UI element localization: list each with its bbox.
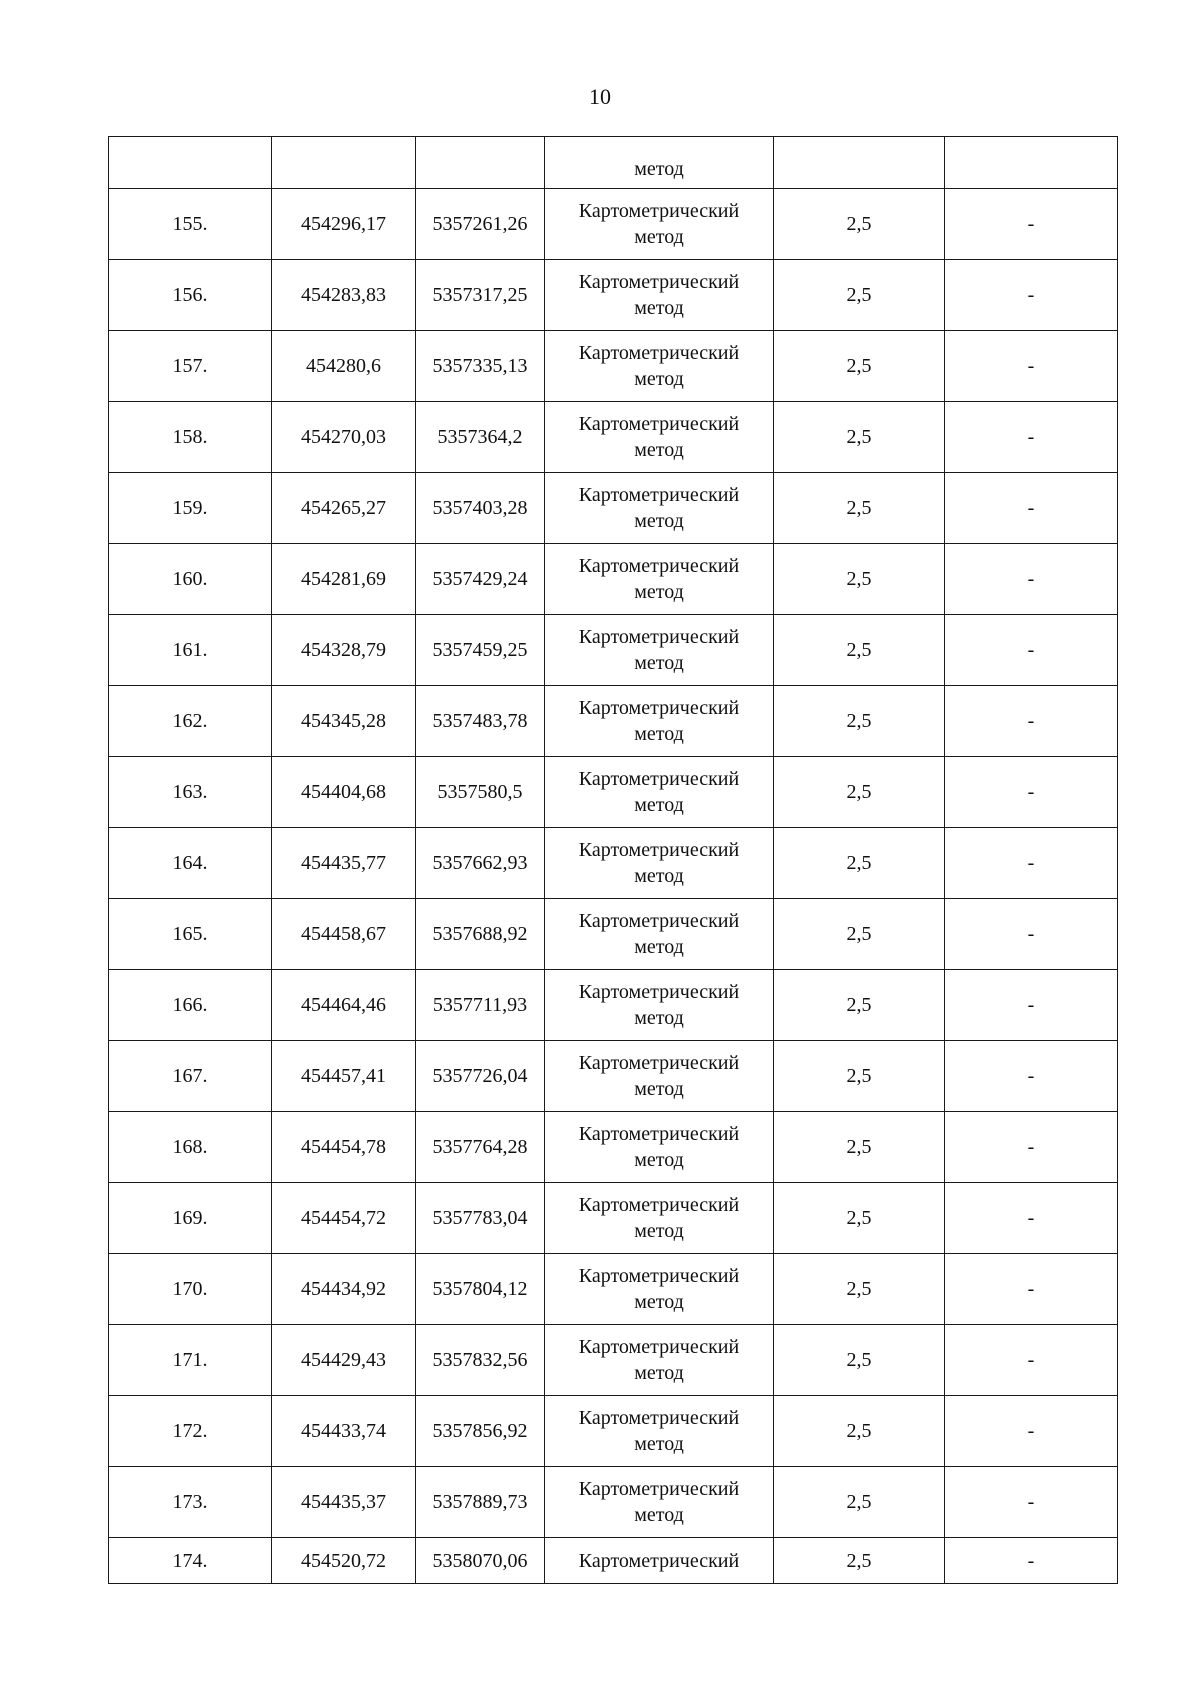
method-line-2: метод — [634, 865, 684, 887]
cell-num: 157. — [109, 331, 272, 402]
cell-x: 454464,46 — [272, 970, 416, 1041]
method-line-1: Картометрический — [578, 981, 740, 1003]
coordinates-table — [108, 136, 1118, 1584]
cell-y: 5357804,12 — [416, 1254, 545, 1325]
cell-accuracy: 2,5 — [774, 189, 945, 260]
table-row — [109, 473, 1118, 544]
cell-note: - — [945, 1254, 1118, 1325]
cell-y: 5357364,2 — [416, 402, 545, 473]
cell-accuracy: 2,5 — [774, 757, 945, 828]
cell-y: 5357580,5 — [416, 757, 545, 828]
method-line-1: Картометрический — [578, 200, 740, 222]
cell-num: 159. — [109, 473, 272, 544]
cell-y: 5357662,93 — [416, 828, 545, 899]
table-body — [109, 137, 1118, 1584]
cell-x: 454296,17 — [272, 189, 416, 260]
page-number: 10 — [589, 84, 611, 109]
table-row — [109, 189, 1118, 260]
method-line-1: Картометрический — [578, 413, 740, 435]
cell-x: 454457,41 — [272, 1041, 416, 1112]
method-line-2: метод — [634, 1504, 684, 1526]
cell-note: - — [945, 331, 1118, 402]
cell-accuracy: 2,5 — [774, 1041, 945, 1112]
cell-num: 173. — [109, 1467, 272, 1538]
cell-y: 5357832,56 — [416, 1325, 545, 1396]
cell-x: 454435,77 — [272, 828, 416, 899]
cell-accuracy: 2,5 — [774, 1112, 945, 1183]
table-row — [109, 686, 1118, 757]
table-row — [109, 1183, 1118, 1254]
cell-y: 5357483,78 — [416, 686, 545, 757]
cell-accuracy: 2,5 — [774, 544, 945, 615]
cell-note: - — [945, 1183, 1118, 1254]
cell-accuracy: 2,5 — [774, 402, 945, 473]
table-row — [109, 615, 1118, 686]
table-row — [109, 331, 1118, 402]
cell-num: 158. — [109, 402, 272, 473]
method-line-1: Картометрический — [578, 1052, 740, 1074]
cell-y: 5357764,28 — [416, 1112, 545, 1183]
cell-num: 167. — [109, 1041, 272, 1112]
cell-method: метод — [545, 137, 774, 189]
cell-x: 454454,72 — [272, 1183, 416, 1254]
method-line-1: Картометрический — [578, 342, 740, 364]
cell-note: - — [945, 757, 1118, 828]
method-line-1: Картометрический — [578, 626, 740, 648]
cell-y: 5357783,04 — [416, 1183, 545, 1254]
cell-note: - — [945, 189, 1118, 260]
cell-method — [545, 189, 774, 260]
cell-accuracy: 2,5 — [774, 1538, 945, 1584]
table-row — [109, 1112, 1118, 1183]
cell-x: 454520,72 — [272, 1538, 416, 1584]
cell-note: - — [945, 1325, 1118, 1396]
cell-num: 171. — [109, 1325, 272, 1396]
cell-num: 174. — [109, 1538, 272, 1584]
cell-accuracy: 2,5 — [774, 686, 945, 757]
method-line-1: Картометрический — [578, 697, 740, 719]
cell-note: - — [945, 1041, 1118, 1112]
cell-method — [545, 1467, 774, 1538]
cell-x: 454435,37 — [272, 1467, 416, 1538]
method-line-2: метод — [634, 652, 684, 674]
cell-x: 454265,27 — [272, 473, 416, 544]
cell-note: - — [945, 544, 1118, 615]
cell-accuracy: 2,5 — [774, 899, 945, 970]
method-line-2: метод — [634, 297, 684, 319]
method-line-2: метод — [634, 936, 684, 958]
table-row — [109, 402, 1118, 473]
cell-accuracy: 2,5 — [774, 615, 945, 686]
method-line-1: Картометрический — [578, 271, 740, 293]
cell-accuracy: 2,5 — [774, 1325, 945, 1396]
cell-y: 5357261,26 — [416, 189, 545, 260]
cell-y: 5357317,25 — [416, 260, 545, 331]
cell-num: 155. — [109, 189, 272, 260]
table-row — [109, 1467, 1118, 1538]
method-line-2: метод — [634, 723, 684, 745]
cell-accuracy: 2,5 — [774, 970, 945, 1041]
cell-y: 5357889,73 — [416, 1467, 545, 1538]
method-line-2: метод — [634, 581, 684, 603]
method-line-2: метод — [634, 1007, 684, 1029]
cell-method — [545, 402, 774, 473]
cell-method — [545, 1112, 774, 1183]
cell-num — [109, 137, 272, 189]
cell-y: 5357688,92 — [416, 899, 545, 970]
cell-num: 162. — [109, 686, 272, 757]
cell-num: 166. — [109, 970, 272, 1041]
cell-x: 454283,83 — [272, 260, 416, 331]
cell-num: 164. — [109, 828, 272, 899]
cell-note: - — [945, 473, 1118, 544]
method-line-2: метод — [634, 1220, 684, 1242]
cell-note: - — [945, 260, 1118, 331]
cell-num: 168. — [109, 1112, 272, 1183]
cell-num: 161. — [109, 615, 272, 686]
cell-method — [545, 473, 774, 544]
cell-x: 454281,69 — [272, 544, 416, 615]
method-line-2: метод — [634, 510, 684, 532]
cell-y: 5357726,04 — [416, 1041, 545, 1112]
cell-num: 156. — [109, 260, 272, 331]
method-line-1: Картометрический — [578, 555, 740, 577]
cell-x: 454458,67 — [272, 899, 416, 970]
cell-note — [945, 137, 1118, 189]
cell-method — [545, 1183, 774, 1254]
cell-accuracy: 2,5 — [774, 1396, 945, 1467]
table-row — [109, 544, 1118, 615]
cell-method — [545, 828, 774, 899]
cell-x: 454404,68 — [272, 757, 416, 828]
table-row — [109, 1041, 1118, 1112]
method-line-1: Картометрический — [578, 1478, 740, 1500]
cell-note: - — [945, 615, 1118, 686]
method-line-2: метод — [634, 794, 684, 816]
cell-y: 5357711,93 — [416, 970, 545, 1041]
cell-accuracy: 2,5 — [774, 828, 945, 899]
method-line-1: Картометрический — [578, 910, 740, 932]
cell-note: - — [945, 970, 1118, 1041]
cell-note: - — [945, 1396, 1118, 1467]
table-row — [109, 1396, 1118, 1467]
cell-y: 5357335,13 — [416, 331, 545, 402]
cell-num: 172. — [109, 1396, 272, 1467]
cell-x: 454434,92 — [272, 1254, 416, 1325]
cell-method — [545, 1254, 774, 1325]
cell-note: - — [945, 402, 1118, 473]
cell-x: 454454,78 — [272, 1112, 416, 1183]
cell-note: - — [945, 1112, 1118, 1183]
cell-method: Картометрический — [545, 1538, 774, 1584]
cell-accuracy: 2,5 — [774, 1254, 945, 1325]
method-line-1: Картометрический — [578, 1194, 740, 1216]
cell-note: - — [945, 1467, 1118, 1538]
cell-accuracy — [774, 137, 945, 189]
cell-accuracy: 2,5 — [774, 1183, 945, 1254]
cell-method — [545, 899, 774, 970]
table-row — [109, 260, 1118, 331]
method-line-2: метод — [634, 1291, 684, 1313]
cell-y: 5357403,28 — [416, 473, 545, 544]
cell-method — [545, 1041, 774, 1112]
cell-method — [545, 970, 774, 1041]
method-line-2: метод — [634, 368, 684, 390]
cell-y: 5357459,25 — [416, 615, 545, 686]
cell-method — [545, 331, 774, 402]
cell-method — [545, 686, 774, 757]
method-line-1: Картометрический — [578, 1336, 740, 1358]
table-row — [109, 970, 1118, 1041]
method-line-1: Картометрический — [578, 839, 740, 861]
cell-accuracy: 2,5 — [774, 260, 945, 331]
cell-note: - — [945, 828, 1118, 899]
cell-accuracy: 2,5 — [774, 473, 945, 544]
method-line-1: Картометрический — [578, 1123, 740, 1145]
method-line-2: метод — [634, 1433, 684, 1455]
cell-method — [545, 1396, 774, 1467]
table-row — [109, 828, 1118, 899]
cell-y: 5357856,92 — [416, 1396, 545, 1467]
cell-num: 160. — [109, 544, 272, 615]
cell-note: - — [945, 686, 1118, 757]
cell-method — [545, 1325, 774, 1396]
table-row — [109, 757, 1118, 828]
method-line-2: метод — [634, 1078, 684, 1100]
method-line-1: Картометрический — [578, 768, 740, 790]
cell-y: 5357429,24 — [416, 544, 545, 615]
cell-x: 454328,79 — [272, 615, 416, 686]
cell-num: 169. — [109, 1183, 272, 1254]
cell-method — [545, 757, 774, 828]
method-line-2: метод — [634, 1149, 684, 1171]
table-row — [109, 899, 1118, 970]
method-line-1: Картометрический — [578, 1265, 740, 1287]
cell-y — [416, 137, 545, 189]
method-line-1: Картометрический — [578, 1407, 740, 1429]
cell-note: - — [945, 899, 1118, 970]
cell-x: 454433,74 — [272, 1396, 416, 1467]
cell-x: 454270,03 — [272, 402, 416, 473]
table-row — [109, 1325, 1118, 1396]
cell-x: 454280,6 — [272, 331, 416, 402]
cell-x: 454429,43 — [272, 1325, 416, 1396]
cell-note: - — [945, 1538, 1118, 1584]
cell-method — [545, 544, 774, 615]
cell-method — [545, 615, 774, 686]
cell-num: 163. — [109, 757, 272, 828]
table-row — [109, 1538, 1118, 1584]
cell-accuracy: 2,5 — [774, 1467, 945, 1538]
continued-row — [109, 137, 1118, 189]
method-line-2: метод — [634, 1362, 684, 1384]
method-line-2: метод — [634, 226, 684, 248]
method-line-1: Картометрический — [578, 484, 740, 506]
cell-accuracy: 2,5 — [774, 331, 945, 402]
method-line-2: метод — [634, 439, 684, 461]
cell-x — [272, 137, 416, 189]
cell-y: 5358070,06 — [416, 1538, 545, 1584]
cell-x: 454345,28 — [272, 686, 416, 757]
cell-num: 170. — [109, 1254, 272, 1325]
cell-method — [545, 260, 774, 331]
table-row — [109, 1254, 1118, 1325]
cell-num: 165. — [109, 899, 272, 970]
